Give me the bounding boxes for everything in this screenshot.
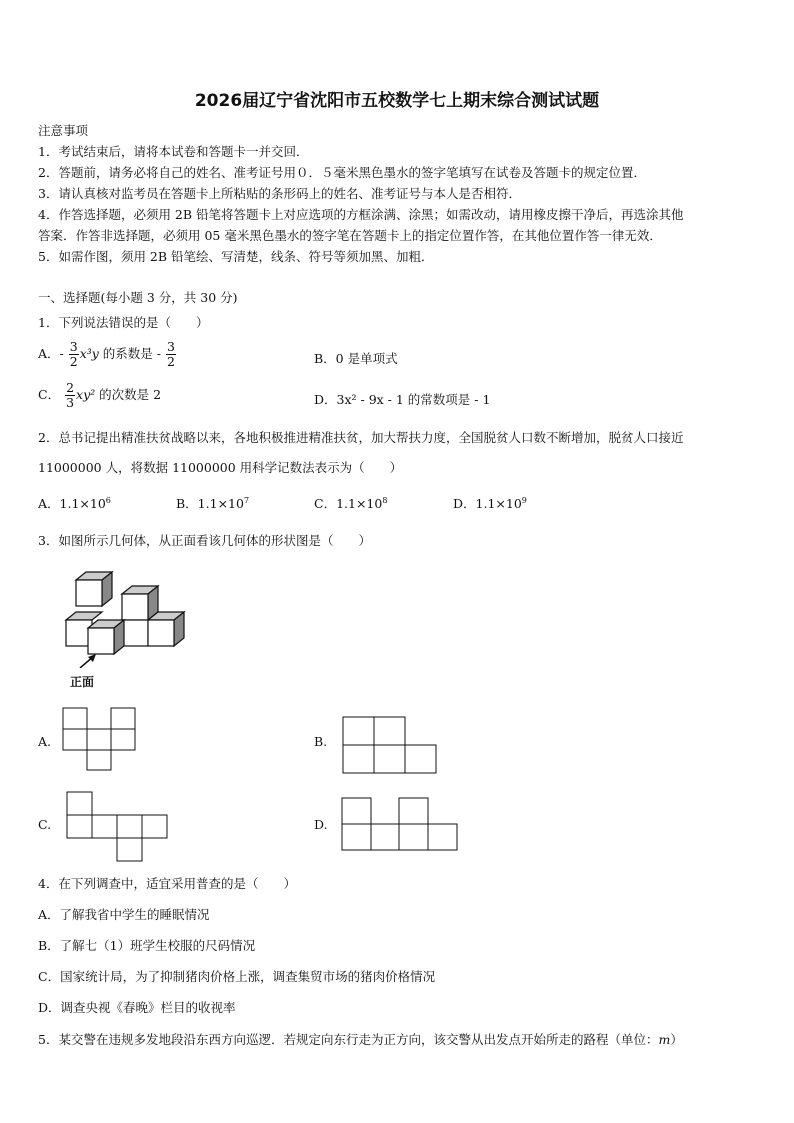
q1-option-b: B．0 是单项式	[314, 351, 398, 366]
q2-stem-line1: 2．总书记提出精准扶贫战略以来，各地积极推进精准扶贫，加大帮扶力度，全国脱贫人口数不断增加，脱贫人口接近	[38, 430, 684, 445]
notice-item-2: 2．答题前，请务必将自己的姓名、准考证号用０．５毫米黑色墨水的签字笔填写在试卷及答题卡的规定位置．	[38, 165, 646, 180]
notice-item-4-cont: 答案．作答非选择题，必须用 05 毫米黑色墨水的签字笔在答题卡上的指定位置作答，在其他位置作答一律无效．	[38, 228, 662, 243]
q3-option-c-figure	[66, 791, 170, 863]
q4-option-a: A．了解我省中学生的睡眠情况	[38, 907, 210, 922]
notice-heading: 注意事项	[38, 123, 89, 138]
q4-option-b: B．了解七（1）班学生校服的尺码情况	[38, 938, 256, 953]
q2-option-c: C．$1.1\times 10^8$	[314, 495, 388, 511]
q5-stem: 5．某交警在违规多发地段沿东西方向巡逻．若规定向东行走为正方向，该交警从出发点开始所走的路程（单位：m）	[38, 1032, 683, 1047]
notice-item-1: 1．考试结束后，请将本试卷和答题卡一并交回．	[38, 144, 309, 159]
notice-item-4: 4．作答选择题，必须用 2B 铅笔将答题卡上对应选项的方框涂满、涂黑；如需改动，请用橡皮擦干净后，再选涂其他	[38, 207, 684, 222]
q4-option-d: D．调查央视《春晚》栏目的收视率	[38, 1000, 236, 1015]
q2-stem-line2: 11000000 人，将数据 11000000 用科学记数法表示为（ ）	[38, 460, 403, 475]
notice-item-5: 5．如需作图，须用 2B 铅笔绘、写清楚，线条、符号等须加黑、加粗．	[38, 249, 434, 264]
q2-option-a: A．$1.1\times 10^6$	[38, 495, 111, 511]
q3-option-d-label: D.	[314, 817, 328, 832]
q1-option-c: C． $\frac{2}{3}$ xy² 的次数是 2	[38, 380, 162, 410]
q1-stem: 1．下列说法错误的是（ ）	[38, 315, 209, 330]
q3-option-b-label: B.	[314, 734, 328, 749]
front-view-label: 正面	[70, 675, 95, 689]
section-heading: 一、选择题(每小题 3 分，共 30 分)	[38, 290, 238, 305]
notice-item-3: 3．请认真核对监考员在答题卡上所粘贴的条形码上的姓名、准考证号与本人是否相符．	[38, 186, 521, 201]
q1-option-d: D．3x² - 9x - 1 的常数项是 - 1	[314, 392, 491, 407]
q3-option-b-figure	[342, 716, 438, 774]
page-title: 2026届辽宁省沈阳市五校数学七上期末综合测试试题	[194, 91, 600, 111]
q3-option-a-label: A.	[38, 734, 52, 749]
q3-option-c-label: C.	[38, 817, 52, 832]
q1-option-a: A．- $\frac{3}{2}$ x³y 的系数是 - $\frac{3}{2}$	[38, 339, 175, 369]
q2-option-d: D．$1.1\times 10^9$	[453, 495, 527, 511]
q3-solid-figure	[64, 568, 204, 668]
q2-option-b: B．$1.1\times 10^7$	[176, 495, 250, 511]
q4-option-c: C．国家统计局，为了抑制猪肉价格上涨，调查集贸市场的猪肉价格情况	[38, 969, 436, 984]
q3-option-d-figure	[341, 797, 459, 851]
q3-stem: 3．如图所示几何体，从正面看该几何体的形状图是（ ）	[38, 533, 371, 548]
q4-stem: 4．在下列调查中，适宜采用普查的是（ ）	[38, 876, 296, 891]
q3-option-a-figure	[62, 707, 136, 771]
